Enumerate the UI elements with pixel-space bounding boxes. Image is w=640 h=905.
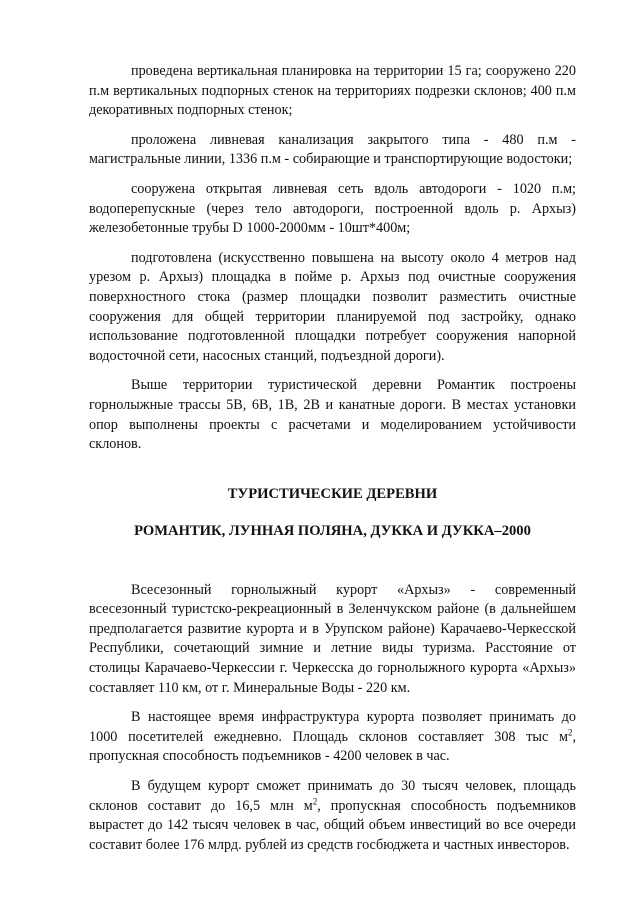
section-heading-1: ТУРИСТИЧЕСКИЕ ДЕРЕВНИ [227,485,438,502]
paragraph-future-capacity [89,777,576,855]
paragraph-resort-description: Всесезонный горнолыжный курорт «Архыз» - современный всесезонный туристско-рекреационный в Зеленчукском районе (в дальнейшем предполагается развитие курорта и в Урупском районе) Карачаево-Черкесской Республики, сочетающий зимние и летние виды туризма. Расстояние от столицы Карачаево-Черкессии г. Черкесска до горнолыжного курорта «Архыз» составляет 110 км, от г. Минеральные Воды - 220 км. [89,581,576,696]
section-heading-2: РОМАНТИК, ЛУННАЯ ПОЛЯНА, ДУККА И ДУККА–2000 [134,522,531,539]
future-text-end: , пропускная способность подъемников вырастет до 142 тысяч человек в час, общий объем инвестиций во все очереди составит более 176 млрд. рублей из средств госбюджета и частных инвесторов. [89,797,576,853]
section-heading-block [89,485,576,541]
current-text-start: В настоящее время инфраструктура курорта позволяет принимать до 1000 посетителей ежедневно. Площадь склонов составляет 308 тыс м [89,709,576,745]
future-text-start: В будущем курорт сможет принимать до 30 тысяч человек, площадь склонов составит до 16,5 млн м [89,778,576,814]
future-superscript: 2 [312,795,318,806]
current-text-end: , пропускная способность подъемников - 4200 человек в час. [89,728,576,765]
paragraph-open-storm-network: сооружена открытая ливневая сеть вдоль автодороги - 1020 п.м; водоперепускные (через тело автодороги, построенной вдоль р. Архыз) железобетонные трубы D 1000-2000мм - 10шт*400м; [89,180,576,237]
document-page [89,62,576,865]
paragraph-current-infrastructure [89,708,576,767]
paragraph-storm-sewer: проложена ливневая канализация закрытого типа - 480 п.м - магистральные линии, 1336 п.м - собирающие и транспортирующие водостоки; [89,131,576,168]
paragraph-vertical-planning: проведена вертикальная планировка на территории 15 га; сооружено 220 п.м вертикальных подпорных стенок на территориях подрезки склонов; 400 п.м декоративных подпорных стенок; [89,63,576,119]
current-superscript: 2 [567,727,573,738]
paragraph-ski-slopes: Выше территории туристической деревни Романтик построены горнолыжные трассы 5В, 6В, 1В, 2В и канатные дороги. В местах установки опор выполнены проекты с расчетами и моделированием устойчивости склонов. [89,377,576,453]
paragraph-treatment-site: подготовлена (искусственно повышена на высоту около 4 метров над урезом р. Архыз) площадка в пойме р. Архыз под очистные сооружения поверхностного стока (размер площадки позволит разместить очистные сооружения для общей территории планируемой под застройку, однако использование подготовленной площадки потребует сооружения напорной водосточной сети, насосных станций, подъездной дороги). [89,249,576,364]
